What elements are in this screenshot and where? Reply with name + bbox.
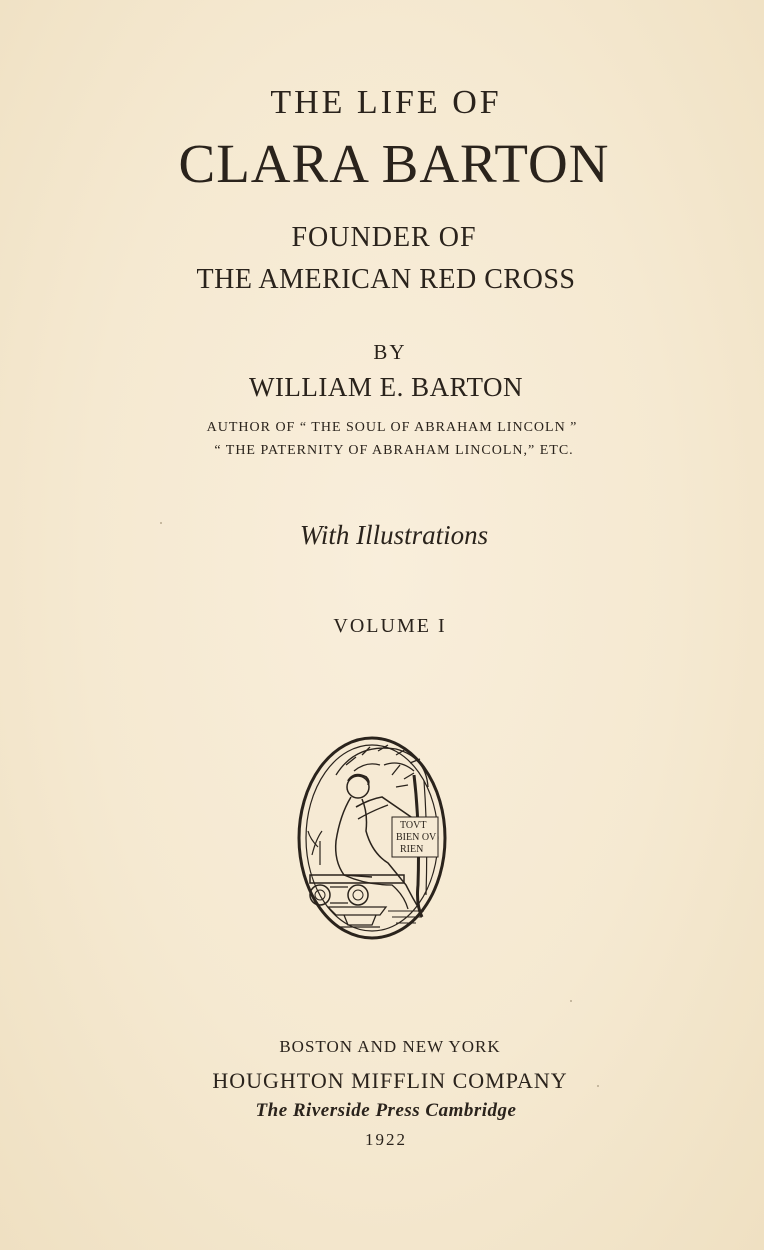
motto-line-3: RIEN	[400, 844, 424, 855]
motto-line-2: BIEN OV	[396, 832, 437, 843]
book-title-name: CLARA BARTON	[178, 133, 610, 194]
illustrations-note: With Illustrations	[299, 520, 489, 550]
publication-year: 1922	[365, 1130, 407, 1149]
by-label: BY	[373, 340, 407, 364]
riverside-press-device-icon	[296, 735, 448, 941]
title-line-life-of: THE LIFE OF	[270, 84, 502, 121]
press-name: The Riverside Press Cambridge	[255, 1100, 517, 1121]
subtitle-line-2: THE AMERICAN RED CROSS	[196, 264, 576, 295]
author-credit-line-1: AUTHOR OF “ THE SOUL OF ABRAHAM LINCOLN ”	[206, 420, 578, 435]
paper-speck	[570, 1000, 572, 1002]
paper-speck	[597, 1085, 599, 1087]
author-name: WILLIAM E. BARTON	[248, 372, 524, 402]
motto-line-1: TOVT	[400, 820, 427, 831]
volume-label: VOLUME I	[333, 615, 447, 637]
publisher-name: HOUGHTON MIFFLIN COMPANY	[212, 1068, 568, 1093]
subtitle-line-1: FOUNDER OF	[291, 222, 477, 253]
imprint-cities: BOSTON AND NEW YORK	[279, 1037, 501, 1056]
paper-speck	[160, 522, 162, 524]
author-credit-line-2: “ THE PATERNITY OF ABRAHAM LINCOLN,” ETC.	[214, 443, 574, 458]
